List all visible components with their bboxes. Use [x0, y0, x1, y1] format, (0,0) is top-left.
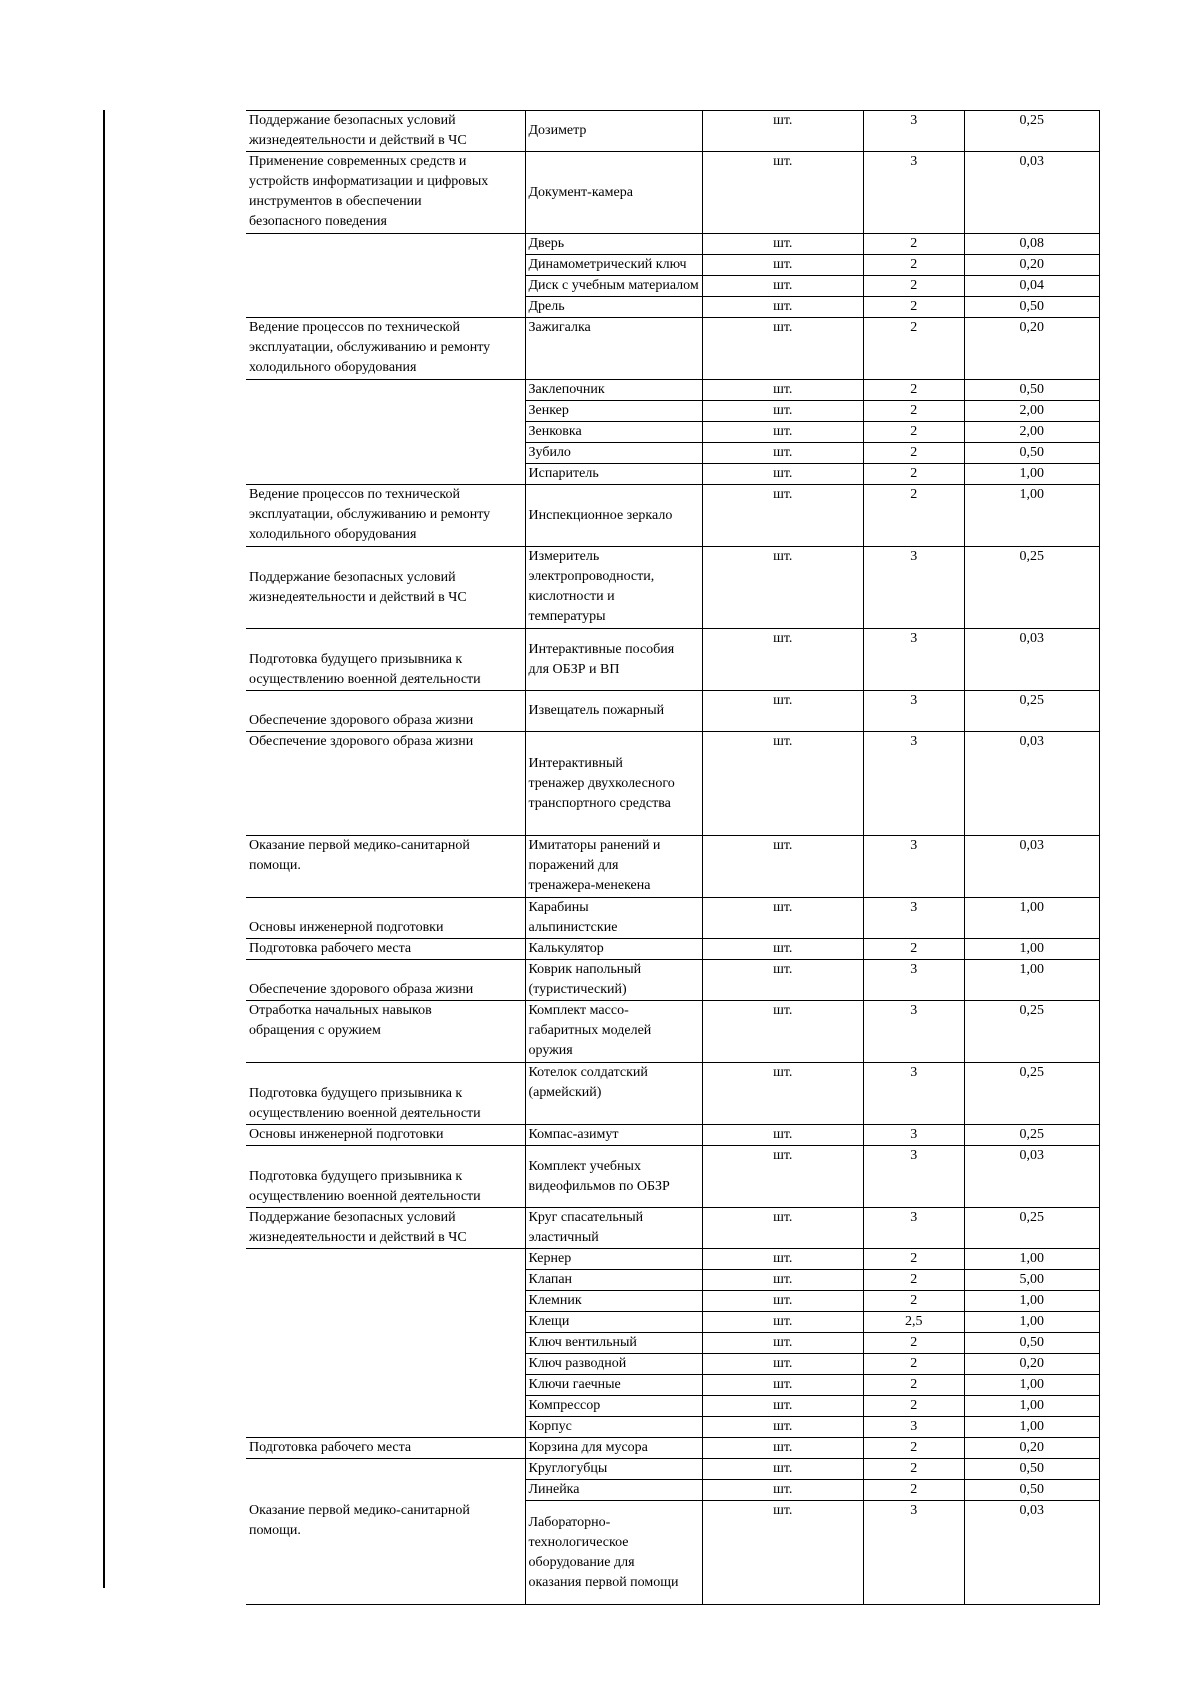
area-cell — [246, 1375, 525, 1396]
table-row — [246, 443, 1099, 464]
item-cell — [525, 1270, 702, 1291]
area-cell — [246, 1480, 525, 1501]
unit-cell: шт. — [702, 1480, 863, 1501]
item-cell — [525, 1417, 702, 1438]
item-name: Корзина для мусора — [528, 1440, 648, 1455]
quantity-cell: 3 — [863, 152, 964, 234]
quantity-cell: 2,5 — [863, 1312, 964, 1333]
unit-cell: шт. — [702, 1459, 863, 1480]
item-cell — [525, 1333, 702, 1354]
item-cell — [525, 1480, 702, 1501]
quantity-cell: 2 — [863, 1459, 964, 1480]
unit-cell: шт. — [702, 547, 863, 629]
area-cell: Ведение процессов по технической эксплуатации, обслуживанию и ремонту холодильного оборудования — [246, 485, 525, 547]
item-cell — [525, 1312, 702, 1333]
table-row — [246, 276, 1099, 297]
quantity-cell: 3 — [863, 1417, 964, 1438]
value-cell: 0,50 — [964, 297, 1099, 318]
item-name: Ключ вентильный — [528, 1335, 637, 1350]
unit-cell: шт. — [702, 960, 863, 1001]
item-cell — [525, 485, 702, 547]
table-row — [246, 1249, 1099, 1270]
quantity-cell: 2 — [863, 464, 964, 485]
value-cell: 0,08 — [964, 234, 1099, 255]
item-cell — [525, 939, 702, 960]
quantity-cell: 2 — [863, 401, 964, 422]
table-row — [246, 1125, 1099, 1146]
area-cell — [246, 1417, 525, 1438]
quantity-cell: 2 — [863, 939, 964, 960]
quantity-cell: 2 — [863, 255, 964, 276]
table-row — [246, 318, 1099, 380]
quantity-cell: 2 — [863, 1396, 964, 1417]
value-cell: 0,50 — [964, 443, 1099, 464]
item-name: Коврик напольный (туристический) — [528, 962, 642, 997]
table-row — [246, 836, 1099, 898]
quantity-cell: 2 — [863, 1249, 964, 1270]
quantity-cell: 2 — [863, 1438, 964, 1459]
item-name: Динамометрический ключ — [528, 257, 687, 272]
area-cell — [246, 1270, 525, 1291]
quantity-cell: 3 — [863, 1501, 964, 1605]
item-cell — [525, 547, 702, 629]
value-cell: 0,50 — [964, 1459, 1099, 1480]
quantity-cell: 3 — [863, 1146, 964, 1208]
table-row — [246, 1459, 1099, 1480]
item-name: Интерактивный тренажер двухколесного транспортного средства — [528, 755, 675, 811]
item-cell — [525, 1063, 702, 1125]
item-cell — [525, 255, 702, 276]
quantity-cell: 2 — [863, 318, 964, 380]
table-row — [246, 1291, 1099, 1312]
value-cell: 1,00 — [964, 1417, 1099, 1438]
area-cell — [246, 1333, 525, 1354]
unit-cell: шт. — [702, 1063, 863, 1125]
area-cell: Подготовка рабочего места — [246, 939, 525, 960]
value-cell: 1,00 — [964, 1375, 1099, 1396]
area-cell — [246, 297, 525, 318]
quantity-cell: 2 — [863, 297, 964, 318]
item-cell — [525, 836, 702, 898]
item-cell — [525, 1249, 702, 1270]
quantity-cell: 3 — [863, 1208, 964, 1249]
item-cell — [525, 318, 702, 380]
unit-cell: шт. — [702, 1375, 863, 1396]
area-cell: Подготовка будущего призывника к осуществлению военной деятельности — [246, 629, 525, 691]
value-cell: 0,20 — [964, 318, 1099, 380]
table-row — [246, 1312, 1099, 1333]
quantity-cell: 2 — [863, 1354, 964, 1375]
item-name: Извещатель пожарный — [528, 703, 665, 718]
quantity-cell: 3 — [863, 898, 964, 939]
area-cell: Поддержание безопасных условий жизнедеятельности и действий в ЧС — [246, 111, 525, 152]
unit-cell: шт. — [702, 1249, 863, 1270]
item-cell — [525, 1125, 702, 1146]
table-row — [246, 1501, 1099, 1605]
item-cell — [525, 629, 702, 691]
item-name: Компрессор — [528, 1398, 601, 1413]
value-cell: 0,03 — [964, 1146, 1099, 1208]
value-cell: 2,00 — [964, 422, 1099, 443]
unit-cell: шт. — [702, 111, 863, 152]
item-cell — [525, 380, 702, 401]
item-name: Комплект массо- габаритных моделей оружия — [528, 1003, 652, 1058]
table-row — [246, 464, 1099, 485]
unit-cell: шт. — [702, 1270, 863, 1291]
item-cell — [525, 691, 702, 732]
unit-cell: шт. — [702, 1354, 863, 1375]
value-cell: 0,03 — [964, 152, 1099, 234]
area-cell — [246, 443, 525, 464]
unit-cell: шт. — [702, 1396, 863, 1417]
table-row — [246, 1063, 1099, 1125]
table-row — [246, 691, 1099, 732]
item-cell — [525, 234, 702, 255]
item-cell — [525, 152, 702, 234]
unit-cell: шт. — [702, 629, 863, 691]
value-cell: 0,03 — [964, 629, 1099, 691]
value-cell: 1,00 — [964, 1291, 1099, 1312]
value-cell: 0,50 — [964, 1333, 1099, 1354]
quantity-cell: 2 — [863, 1480, 964, 1501]
quantity-cell: 3 — [863, 691, 964, 732]
quantity-cell: 2 — [863, 380, 964, 401]
value-cell: 1,00 — [964, 898, 1099, 939]
unit-cell: шт. — [702, 152, 863, 234]
item-name: Ключ разводной — [528, 1356, 627, 1371]
unit-cell: шт. — [702, 898, 863, 939]
item-cell — [525, 276, 702, 297]
area-cell — [246, 380, 525, 401]
item-cell — [525, 732, 702, 836]
item-cell — [525, 297, 702, 318]
table-row — [246, 111, 1099, 152]
area-cell: Основы инженерной подготовки — [246, 898, 525, 939]
unit-cell: шт. — [702, 1501, 863, 1605]
table-row — [246, 255, 1099, 276]
table-row — [246, 152, 1099, 234]
item-name: Круг спасательный эластичный — [528, 1210, 644, 1245]
area-cell: Обеспечение здорового образа жизни — [246, 960, 525, 1001]
value-cell: 0,25 — [964, 1063, 1099, 1125]
area-cell — [246, 276, 525, 297]
table-row — [246, 1417, 1099, 1438]
item-name: Зубило — [528, 445, 571, 460]
item-name: Лабораторно- технологическое оборудование для оказания первой помощи — [528, 1514, 679, 1590]
quantity-cell: 2 — [863, 1270, 964, 1291]
quantity-cell: 3 — [863, 836, 964, 898]
value-cell: 0,03 — [964, 1501, 1099, 1605]
value-cell: 0,25 — [964, 547, 1099, 629]
unit-cell: шт. — [702, 485, 863, 547]
quantity-cell: 2 — [863, 234, 964, 255]
item-name: Дрель — [528, 299, 565, 314]
item-cell — [525, 1001, 702, 1063]
unit-cell: шт. — [702, 318, 863, 380]
item-name: Клещи — [528, 1314, 570, 1329]
unit-cell: шт. — [702, 939, 863, 960]
value-cell: 1,00 — [964, 485, 1099, 547]
item-cell — [525, 464, 702, 485]
unit-cell: шт. — [702, 380, 863, 401]
item-name: Имитаторы ранений и поражений для тренажера-менекена — [528, 838, 661, 893]
item-name: Зенковка — [528, 424, 582, 439]
item-cell — [525, 1208, 702, 1249]
value-cell: 1,00 — [964, 939, 1099, 960]
item-cell — [525, 1291, 702, 1312]
item-name: Круглогубцы — [528, 1461, 608, 1476]
unit-cell: шт. — [702, 1146, 863, 1208]
item-cell — [525, 1146, 702, 1208]
area-cell: Поддержание безопасных условий жизнедеятельности и действий в ЧС — [246, 547, 525, 629]
table-row — [246, 485, 1099, 547]
value-cell: 0,20 — [964, 1354, 1099, 1375]
table-row — [246, 234, 1099, 255]
unit-cell: шт. — [702, 464, 863, 485]
item-name: Калькулятор — [528, 941, 604, 956]
quantity-cell: 2 — [863, 422, 964, 443]
item-name: Котелок солдатский (армейский) — [528, 1065, 648, 1100]
unit-cell: шт. — [702, 1291, 863, 1312]
item-cell — [525, 898, 702, 939]
unit-cell: шт. — [702, 1438, 863, 1459]
value-cell: 0,25 — [964, 691, 1099, 732]
table-row — [246, 1333, 1099, 1354]
quantity-cell: 3 — [863, 960, 964, 1001]
item-cell — [525, 422, 702, 443]
item-name: Линейка — [528, 1482, 580, 1497]
area-cell: Подготовка будущего призывника к осуществлению военной деятельности — [246, 1063, 525, 1125]
item-name: Испаритель — [528, 466, 599, 481]
unit-cell: шт. — [702, 732, 863, 836]
item-name: Кернер — [528, 1251, 572, 1266]
area-cell: Поддержание безопасных условий жизнедеятельности и действий в ЧС — [246, 1208, 525, 1249]
item-cell — [525, 1396, 702, 1417]
value-cell: 1,00 — [964, 1396, 1099, 1417]
area-cell — [246, 1354, 525, 1375]
item-name: Клапан — [528, 1272, 573, 1287]
area-cell — [246, 234, 525, 255]
area-cell — [246, 1249, 525, 1270]
quantity-cell: 3 — [863, 1063, 964, 1125]
item-name: Измеритель электропроводности, кислотности и температуры — [528, 549, 655, 624]
area-cell — [246, 255, 525, 276]
unit-cell: шт. — [702, 836, 863, 898]
area-cell: Обеспечение здорового образа жизни — [246, 691, 525, 732]
value-cell: 1,00 — [964, 464, 1099, 485]
table-row — [246, 1146, 1099, 1208]
area-cell — [246, 1396, 525, 1417]
quantity-cell: 2 — [863, 485, 964, 547]
area-cell — [246, 1459, 525, 1480]
unit-cell: шт. — [702, 691, 863, 732]
table-row — [246, 380, 1099, 401]
quantity-cell: 2 — [863, 1333, 964, 1354]
area-cell: Подготовка будущего призывника к осуществлению военной деятельности — [246, 1146, 525, 1208]
value-cell: 0,50 — [964, 1480, 1099, 1501]
area-cell: Обеспечение здорового образа жизни — [246, 732, 525, 836]
item-cell — [525, 1375, 702, 1396]
item-cell — [525, 1438, 702, 1459]
quantity-cell: 2 — [863, 443, 964, 464]
quantity-cell: 2 — [863, 1291, 964, 1312]
table-row — [246, 1438, 1099, 1459]
table-row — [246, 1480, 1099, 1501]
table-row — [246, 898, 1099, 939]
item-cell — [525, 111, 702, 152]
quantity-cell: 2 — [863, 1375, 964, 1396]
table-row — [246, 1354, 1099, 1375]
quantity-cell: 3 — [863, 1001, 964, 1063]
value-cell: 1,00 — [964, 1312, 1099, 1333]
item-cell — [525, 1354, 702, 1375]
item-cell — [525, 443, 702, 464]
quantity-cell: 3 — [863, 1125, 964, 1146]
item-name: Карабины альпинистские — [528, 900, 618, 935]
item-name: Интерактивные пособия для ОБЗР и ВП — [528, 641, 675, 677]
page-margin-line — [103, 110, 105, 1588]
quantity-cell: 3 — [863, 629, 964, 691]
value-cell: 0,25 — [964, 111, 1099, 152]
table-row — [246, 732, 1099, 836]
value-cell: 0,03 — [964, 732, 1099, 836]
unit-cell: шт. — [702, 1001, 863, 1063]
value-cell: 0,20 — [964, 1438, 1099, 1459]
item-name: Диск с учебным материалом — [528, 278, 699, 293]
unit-cell: шт. — [702, 1125, 863, 1146]
item-name: Инспекционное зеркало — [528, 507, 673, 523]
quantity-cell: 2 — [863, 276, 964, 297]
quantity-cell: 3 — [863, 111, 964, 152]
area-cell — [246, 464, 525, 485]
item-name: Зенкер — [528, 403, 569, 418]
unit-cell: шт. — [702, 1312, 863, 1333]
table-row — [246, 1396, 1099, 1417]
unit-cell: шт. — [702, 401, 863, 422]
area-cell: Ведение процессов по технической эксплуатации, обслуживанию и ремонту холодильного оборудования — [246, 318, 525, 380]
table-row — [246, 1375, 1099, 1396]
item-cell — [525, 960, 702, 1001]
item-name: Клемник — [528, 1293, 582, 1308]
table-row — [246, 960, 1099, 1001]
unit-cell: шт. — [702, 255, 863, 276]
item-name: Заклепочник — [528, 382, 605, 397]
quantity-cell: 3 — [863, 547, 964, 629]
table-row — [246, 1270, 1099, 1291]
value-cell: 1,00 — [964, 960, 1099, 1001]
area-cell: Оказание первой медико-санитарной помощи. — [246, 1501, 525, 1605]
area-cell: Основы инженерной подготовки — [246, 1125, 525, 1146]
unit-cell: шт. — [702, 422, 863, 443]
item-name: Документ-камера — [528, 184, 633, 200]
quantity-cell: 3 — [863, 732, 964, 836]
unit-cell: шт. — [702, 1208, 863, 1249]
item-name: Дверь — [528, 236, 565, 251]
equipment-table — [246, 110, 1100, 1605]
table-row — [246, 1208, 1099, 1249]
table-body — [246, 111, 1099, 1605]
value-cell: 0,25 — [964, 1001, 1099, 1063]
table-row — [246, 422, 1099, 443]
area-cell: Подготовка рабочего места — [246, 1438, 525, 1459]
value-cell: 1,00 — [964, 1249, 1099, 1270]
value-cell: 2,00 — [964, 401, 1099, 422]
table-row — [246, 629, 1099, 691]
item-cell — [525, 1501, 702, 1605]
area-cell — [246, 401, 525, 422]
value-cell: 0,20 — [964, 255, 1099, 276]
value-cell: 0,03 — [964, 836, 1099, 898]
unit-cell: шт. — [702, 443, 863, 464]
area-cell: Отработка начальных навыков обращения с оружием — [246, 1001, 525, 1063]
unit-cell: шт. — [702, 276, 863, 297]
area-cell — [246, 1312, 525, 1333]
value-cell: 0,25 — [964, 1208, 1099, 1249]
table-row — [246, 401, 1099, 422]
area-cell — [246, 1291, 525, 1312]
table-row — [246, 1001, 1099, 1063]
unit-cell: шт. — [702, 1333, 863, 1354]
item-cell — [525, 1459, 702, 1480]
value-cell: 5,00 — [964, 1270, 1099, 1291]
item-name: Ключи гаечные — [528, 1377, 621, 1392]
unit-cell: шт. — [702, 234, 863, 255]
unit-cell: шт. — [702, 297, 863, 318]
item-name: Дозиметр — [528, 123, 587, 138]
item-name: Комплект учебных видеофильмов по ОБЗР — [528, 1158, 670, 1194]
item-name: Корпус — [528, 1419, 572, 1434]
value-cell: 0,25 — [964, 1125, 1099, 1146]
unit-cell: шт. — [702, 1417, 863, 1438]
value-cell: 0,04 — [964, 276, 1099, 297]
area-cell: Применение современных средств и устройств информатизации и цифровых инструментов в обеспечении безопасного поведения — [246, 152, 525, 234]
item-name: Компас-азимут — [528, 1127, 619, 1142]
item-name: Зажигалка — [528, 320, 591, 335]
value-cell: 0,50 — [964, 380, 1099, 401]
table-row — [246, 939, 1099, 960]
table-row — [246, 547, 1099, 629]
area-cell — [246, 422, 525, 443]
item-cell — [525, 401, 702, 422]
table-row — [246, 297, 1099, 318]
area-cell: Оказание первой медико-санитарной помощи. — [246, 836, 525, 898]
